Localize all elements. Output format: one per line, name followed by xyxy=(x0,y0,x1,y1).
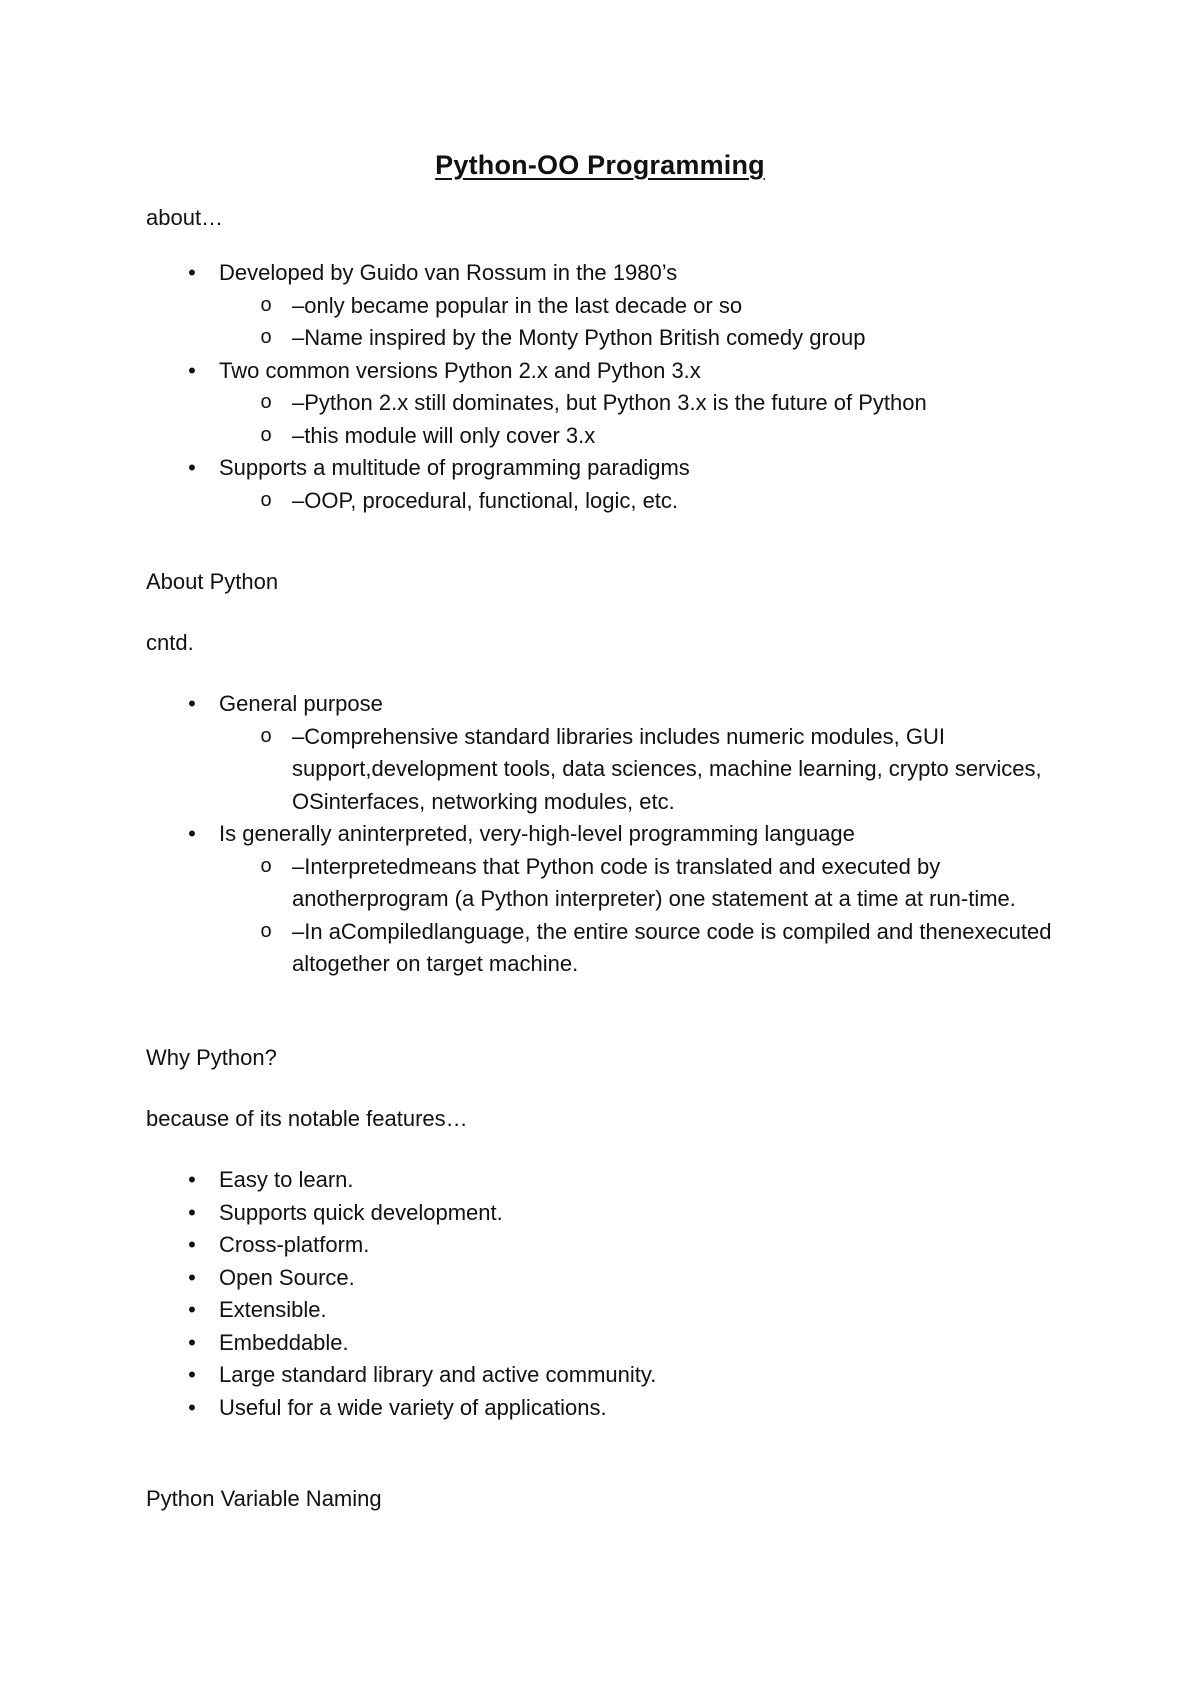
circle-bullet-icon: o xyxy=(260,488,272,511)
bullet-icon: • xyxy=(188,1167,196,1192)
list-item: • Embeddable. xyxy=(146,1327,1076,1360)
section2-list xyxy=(146,688,1076,981)
section3-heading: Why Python? xyxy=(146,1045,277,1070)
list-item: • Easy to learn. xyxy=(146,1164,1076,1197)
sub-list-item: o –Name inspired by the Monty Python British comedy group xyxy=(146,322,1076,355)
section1-list xyxy=(146,257,1076,517)
list-item: • Extensible. xyxy=(146,1294,1076,1327)
circle-bullet-icon: o xyxy=(260,391,272,413)
section2-heading: About Python xyxy=(146,569,279,594)
list-item: • Developed by Guido van Rossum in the 1980’s xyxy=(146,257,1076,290)
list-item: • Two common versions Python 2.x and Python 3.x xyxy=(146,355,1076,388)
list-item: • Supports quick development. xyxy=(146,1197,1076,1230)
bullet-icon: • xyxy=(188,691,196,716)
list-item: • Large standard library and active community. xyxy=(146,1359,1076,1392)
bullet-icon: • xyxy=(188,1199,196,1225)
bullet-icon: • xyxy=(188,260,196,285)
circle-bullet-icon: o xyxy=(260,326,272,348)
bullet-icon: • xyxy=(188,1362,196,1387)
bullet-icon: • xyxy=(188,1329,196,1355)
bullet-icon: • xyxy=(188,1394,196,1420)
circle-bullet-icon: o xyxy=(260,919,272,942)
circle-bullet-icon: o xyxy=(260,423,272,446)
sub-list-item: o –Python 2.x still dominates, but Python 3.x is the future of Python xyxy=(146,387,1076,420)
bullet-icon: • xyxy=(188,1297,196,1322)
page-title: Python-OO Programming xyxy=(435,150,765,180)
list-item: • General purpose xyxy=(146,688,1076,721)
sub-list-item: o –In aCompiledlanguage, the entire source code is compiled and thenexecuted altogether on target machine. xyxy=(146,916,1076,981)
bullet-icon: • xyxy=(188,1264,196,1290)
circle-bullet-icon: o xyxy=(260,854,272,877)
list-item: • Useful for a wide variety of applications. xyxy=(146,1392,1076,1425)
section4-heading: Python Variable Naming xyxy=(146,1486,382,1511)
bullet-icon: • xyxy=(188,821,196,846)
list-item: • Open Source. xyxy=(146,1262,1076,1295)
list-item: • Is generally aninterpreted, very-high-level programming language xyxy=(146,818,1076,851)
section3-intro: because of its notable features… xyxy=(146,1106,468,1131)
section1-intro: about… xyxy=(146,205,224,230)
sub-list-item: o –Comprehensive standard libraries includes numeric modules, GUI support,development tools, data sciences, machine learning, crypto services, OSinterfaces, networking modules, etc. xyxy=(146,721,1076,819)
bullet-icon: • xyxy=(188,455,196,480)
circle-bullet-icon: o xyxy=(260,724,272,747)
sub-list-item: o –Interpretedmeans that Python code is translated and executed by anotherprogram (a Python interpreter) one statement at a time at run-time. xyxy=(146,851,1076,916)
section3-list xyxy=(146,1164,1076,1424)
section2-intro: cntd. xyxy=(146,630,194,655)
bullet-icon: • xyxy=(188,1232,196,1257)
sub-list-item: o –only became popular in the last decade or so xyxy=(146,290,1076,323)
bullet-icon: • xyxy=(188,357,196,383)
sub-list-item: o –this module will only cover 3.x xyxy=(146,420,1076,453)
list-item: • Supports a multitude of programming paradigms xyxy=(146,452,1076,485)
sub-list-item: o –OOP, procedural, functional, logic, etc. xyxy=(146,485,1076,518)
list-item: • Cross-platform. xyxy=(146,1229,1076,1262)
circle-bullet-icon: o xyxy=(260,293,272,316)
